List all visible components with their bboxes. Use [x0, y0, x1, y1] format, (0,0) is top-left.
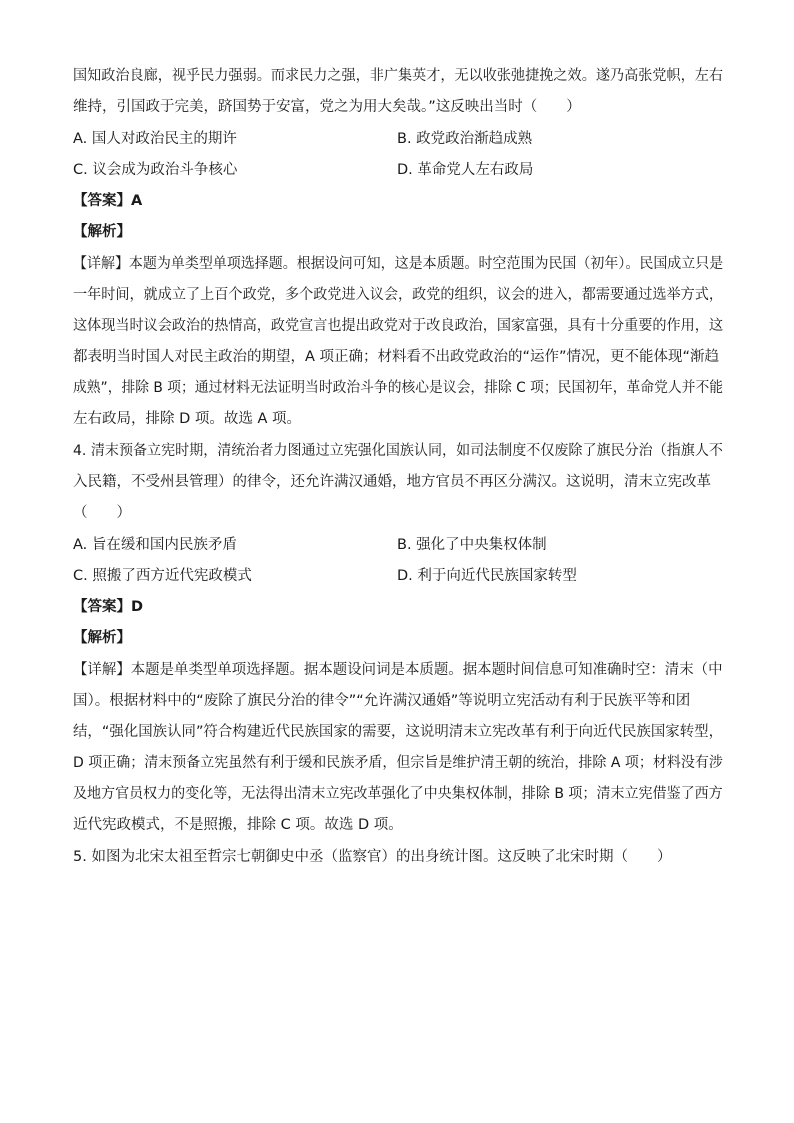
q3-detail-line-1: 【详解】本题为单类型单项选择题。根据设问可知，这是本质题。时空范围为民国（初年）。民国成立只是 [73, 256, 724, 272]
q3-option-c: C. 议会成为政治斗争核心 [73, 162, 238, 178]
q3-answer: 【答案】A [73, 193, 143, 209]
q3-analysis-heading: 【解析】 [73, 224, 131, 240]
q3-detail-line-3: 这体现当时议会政治的热情高，政党宣言也提出政党对于改良政治，国家富强，具有十分重要的作用，这 [73, 318, 723, 334]
q4-stem-line-3: （ ） [73, 505, 131, 521]
q4-analysis-heading: 【解析】 [73, 630, 131, 646]
q3-option-d: D. 革命党人左右政局 [397, 162, 534, 178]
q3-option-b: B. 政党政治渐趋成熟 [397, 131, 533, 147]
q4-detail-line-4: D 项正确；清末预备立宪虽然有利于缓和民族矛盾，但宗旨是维护清王朝的统治，排除 A 项；材料没有涉 [73, 755, 723, 771]
q3-detail-line-6: 左右政局，排除 D 项。故选 A 项。 [73, 411, 302, 427]
q3-detail-line-2: 一年时间，就成立了上百个政党，多个政党进入议会，政党的组织，议会的进入，都需要通过选举方式， [73, 287, 723, 303]
q4-detail-line-2: 国）。根据材料中的“废除了旗民分治的律令”“允许满汉通婚”等说明立宪活动有利于民族平等和团 [73, 693, 691, 709]
q3-option-a: A. 国人对政治民主的期许 [73, 131, 237, 147]
q3-stem-line-2: 维持，引国政于完美，跻国势于安富，党之为用大矣哉。”这反映出当时（ ） [73, 99, 581, 115]
q4-detail-line-3: 结，“强化国族认同”符合构建近代民族国家的需要，这说明清末立宪改革有利于向近代民族国家转型， [73, 724, 724, 740]
q4-stem-line-1: 4. 清末预备立宪时期，清统治者力图通过立宪强化国族认同，如司法制度不仅废除了旗民分治（指旗人不 [73, 443, 723, 459]
q4-answer: 【答案】D [73, 599, 144, 615]
q4-option-a: A. 旨在缓和国内民族矛盾 [73, 537, 237, 553]
q4-option-d: D. 利于向近代民族国家转型 [397, 568, 577, 584]
q3-stem-line-1: 国知政治良廊，视乎民力强弱。而求民力之强，非广集英才，无以收张弛捷挽之效。遂乃高张党帜，左右 [73, 68, 723, 84]
q3-detail-line-4: 都表明当时国人对民主政治的期望，A 项正确；材料看不出政党政治的“运作”情况，更不能体现“渐趋 [73, 349, 720, 365]
q4-detail-line-6: 近代宪政模式，不是照搬，排除 C 项。故选 D 项。 [73, 817, 403, 833]
q4-stem-line-2: 入民籍，不受州县管理）的律令，还允许满汉通婚，地方官员不再区分满汉。这说明，清末立宪改革 [73, 474, 711, 490]
q4-detail-line-1: 【详解】本题是单类型单项选择题。据本题设问词是本质题。据本题时间信息可知准确时空：清末（中 [73, 662, 723, 678]
q4-detail-line-5: 及地方官员权力的变化等，无法得出清末立宪改革强化了中央集权体制，排除 B 项；清末立宪借鉴了西方 [73, 786, 723, 802]
q4-option-b: B. 强化了中央集权体制 [397, 537, 547, 553]
q4-option-c: C. 照搬了西方近代宪政模式 [73, 568, 252, 584]
q3-detail-line-5: 成熟”，排除 B 项；通过材料无法证明当时政治斗争的核心是议会，排除 C 项；民国初年，革命党人并不能 [73, 380, 724, 396]
q5-stem: 5. 如图为北宋太祖至哲宗七朝御史中丞（监察官）的出身统计图。这反映了北宋时期（ ） [73, 849, 672, 865]
